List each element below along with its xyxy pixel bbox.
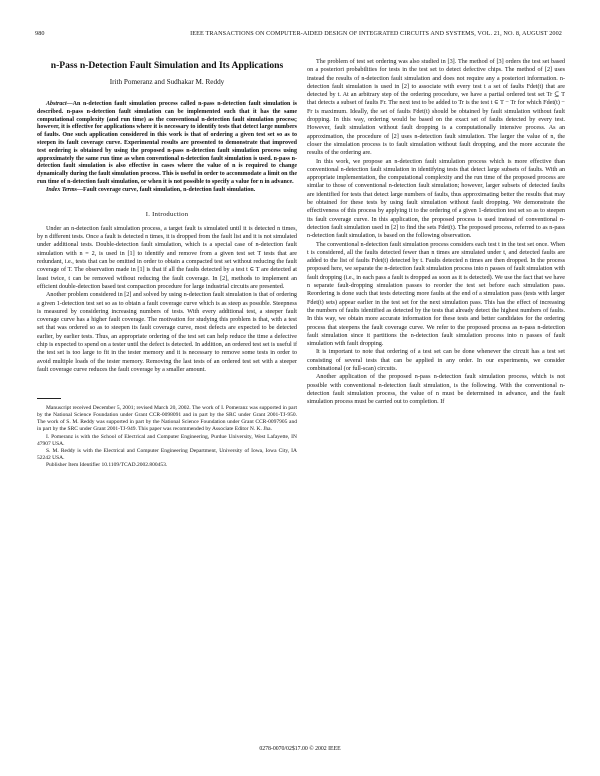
page-number: 980 <box>35 30 45 37</box>
footnote: S. M. Reddy is with the Electrical and Computer Engineering Department, University of Iowa, Iowa City, IA 52242 USA. <box>37 447 297 461</box>
index-terms-label: Index Terms— <box>46 186 83 193</box>
body-paragraph: Another problem considered in [2] and solved by using n-detection fault simulation is that of ordering a given 1-detection test set so as to obtain a fault coverage curve which is as steep as possible. Steepness is measured by considering increasing numbers of tests. With every additional test, a steeper fault coverage curve has a higher fault coverage. The motivation for studying this problem is that, with a test set that was ordered so as to steepen its fault coverage curve, most defects are expected to be detected earlier, by earlier tests. Thus, an appropriate ordering of the test set can help reduce the time a defective chip is expected to spend on a tester until the defect is detected. In addition, an ordered test set is useful if the test set is too large to fit in the tester memory and it is necessary to remove some tests in order to avoid multiple loads of the tester memory. Removing the last tests of an ordered test set with a steeper fault coverage curve reduces the fault coverage by a smaller amount. <box>37 292 297 373</box>
body-paragraph: In this work, we propose an n-detection fault simulation process which is more effective than conventional n-detection fault simulation in identifying tests that detect large subsets of faults. With an appropriate implementation, the computational complexity and the run time of the proposed process are similar to those of conventional n-detection fault simulation; however, larger subsets of detected faults are identified for tests that detect large numbers of faults, thus approximating better the results that may be obtained for these tests by using fault simulation without fault dropping. We demonstrate the effectiveness of this process by applying it to the ordering of a given 1-detection test set so as to steepen its fault coverage curve. In this application, the proposed process is used instead of conventional n-detection fault simulation used in [2] to find the sets Fdet(t). The proposed process, referred to as n-pass n-detection fault simulation, is based on the following observation. <box>307 158 565 240</box>
journal-title: IEEE TRANSACTIONS ON COMPUTER-AIDED DESIGN OF INTEGRATED CIRCUITS AND SYSTEMS, VOL. 21, NO. 8, AUGUST 2002 <box>190 30 562 37</box>
abstract <box>37 101 297 187</box>
running-header <box>35 30 562 42</box>
footnote-divider <box>37 398 61 399</box>
copyright-footer: 0278-0070/02$17.00 © 2002 IEEE <box>259 746 341 752</box>
paper-title: n-Pass n-Detection Fault Simulation and Its Applications <box>50 60 284 71</box>
footnote: I. Pomeranz is with the School of Electrical and Computer Engineering, Purdue University, West Lafayette, IN 47907 USA. <box>37 433 297 447</box>
footnotes <box>37 405 297 469</box>
body-paragraph: The conventional n-detection fault simulation process considers each test t in the test set once. When t is considered, all the faults detected fewer than n times are simulated under t, and detected faults are added to the list of faults Fdet(t) detected by t. Faults detected n times are then dropped. In the process proposed here, we separate the n-detection fault simulation process into n passes of fault simulation with fault dropping (i.e., in each pass a fault is dropped as soon as it is detected). We use the fact that we have n separate fault-dropping simulation passes to reorder the test set before each simulation pass. Reordering is done such that tests detecting more faults at the end of a simulation pass (tests with larger Fdet(t) sets) appear earlier in the test set for the next simulation pass. This has the effect of increasing the numbers of faults identified as detected by the tests that already detect the highest numbers of faults. In this way, we obtain more accurate information for these tests and better candidates for the ordering process that steepens the fault coverage curve. We refer to the proposed process as n-pass n-detection fault simulation since it partitions the n-detection fault simulation process into n passes of fault simulation with fault dropping. <box>307 241 565 348</box>
section-heading: I. Introduction <box>145 210 189 218</box>
index-terms-text: Fault coverage curve, fault simulation, n-detection fault simulation. <box>82 186 256 193</box>
index-terms <box>37 187 297 195</box>
body-paragraph: Another application of the proposed n-pass n-detection fault simulation process, which is not possible with conventional n-detection fault simulation, is the following. With the conventional n-detection fault simulation process, the value of n must be determined in advance, and the fault simulation process must be carried out to completion. If <box>307 374 565 406</box>
body-paragraph: The problem of test set ordering was also studied in [3]. The method of [3] orders the test set based on a posteriori probabilities for tests in the test set to detect defective chips. The method of [2] uses instead the results of n-detection fault simulation and does not require any a posteriori information. n-detection fault simulation is used in [2] to associate with every test t a set of faults Fdet(t) that are detected by t. At an arbitrary step of the ordering procedure, we have a partial ordered test set Tr ⊆ T that detects a subset of faults Fr. The next test to be added to Tr is the test t ∈ T − Tr for which Fdet(t) − Fr is maximum. Ideally, the set of faults Fdet(t) should be obtained by fault simulation without fault dropping. In this way, ordering would be based on the exact set of faults detected by every test. However, fault simulation without fault dropping is a computationally intensive process. As an approximation, the procedure of [2] uses n-detection fault simulation. The larger the value of n, the closer the simulation process is to fault simulation without fault dropping, and the more accurate the results of the ordering are. <box>307 59 565 157</box>
body-paragraph: Under an n-detection fault simulation process, a target fault is simulated until it is detected n times, by n different tests. Once a fault is detected n times, it is dropped from the fault list and it is not simulated under additional tests. Double-detection fault simulation, which is a special case of n-detection fault simulation with n = 2, is used in [1] to identify and remove from a given test set T tests that are redundant, i.e., tests that can be omitted in order to obtain a compacted test set without reducing the fault coverage of T. The observation made in [1] is that if all the faults detected by a test t ∈ T are detected at least twice, t can be removed without reducing the fault coverage. In [2], methods to implement an efficient double-detection based test compaction procedure for large industrial circuits are presented. <box>37 225 297 290</box>
abstract-text: An n-detection fault simulation process called n-pass n-detection fault simulation is described. n-pass n-detection fault simulation can be implemented such that it has the same computational complexity (and run time) as the conventional n-detection fault simulation process; however, it is effective for applications where it is necessary to identify tests that detect large numbers of faults. One such application considered in this work is that of ordering a given test set so as to steepen its fault coverage curve. Experimental results are presented to demonstrate that improved test ordering is obtained by using the proposed n-pass n-detection fault simulation process using approximately the same run time as when conventional n-detection fault simulation is used. n-pass n-detection fault simulation is also effective in cases where the value of n is required to change dynamically during the fault simulation process. This is useful in order to accommodate a limit on the run time of n-detection fault simulation, or when it is not possible to specify a value for n in advance. <box>37 101 297 185</box>
paper-authors: Irith Pomeranz and Sudhakar M. Reddy <box>109 78 225 86</box>
footnote: Publisher Item Identifier 10.1109/TCAD.2002.800453. <box>46 461 168 468</box>
abstract-label: Abstract— <box>46 101 73 107</box>
right-column <box>307 58 565 406</box>
body-paragraph: It is important to note that ordering of a test set can be done whenever the circuit has a test set consisting of several tests that can be applied in any order. In our experiments, we consider combinational (or full-scan) circuits. <box>307 349 565 372</box>
left-column <box>37 58 297 469</box>
footnote: Manuscript received December 5, 2001; revised March 20, 2002. The work of I. Pomeranz was supported in part by the National Science Foundation under Grant CCR-0098091 and in part by the SRC under Grant 2001-TJ-950. The work of S. M. Reddy was supported in part by the National Science Foundation under Grant CCR-0097905 and in part by the SRC under Grant 2001-TJ-949. This paper was recommended by Associate Editor N. K. Jha. <box>37 405 297 433</box>
